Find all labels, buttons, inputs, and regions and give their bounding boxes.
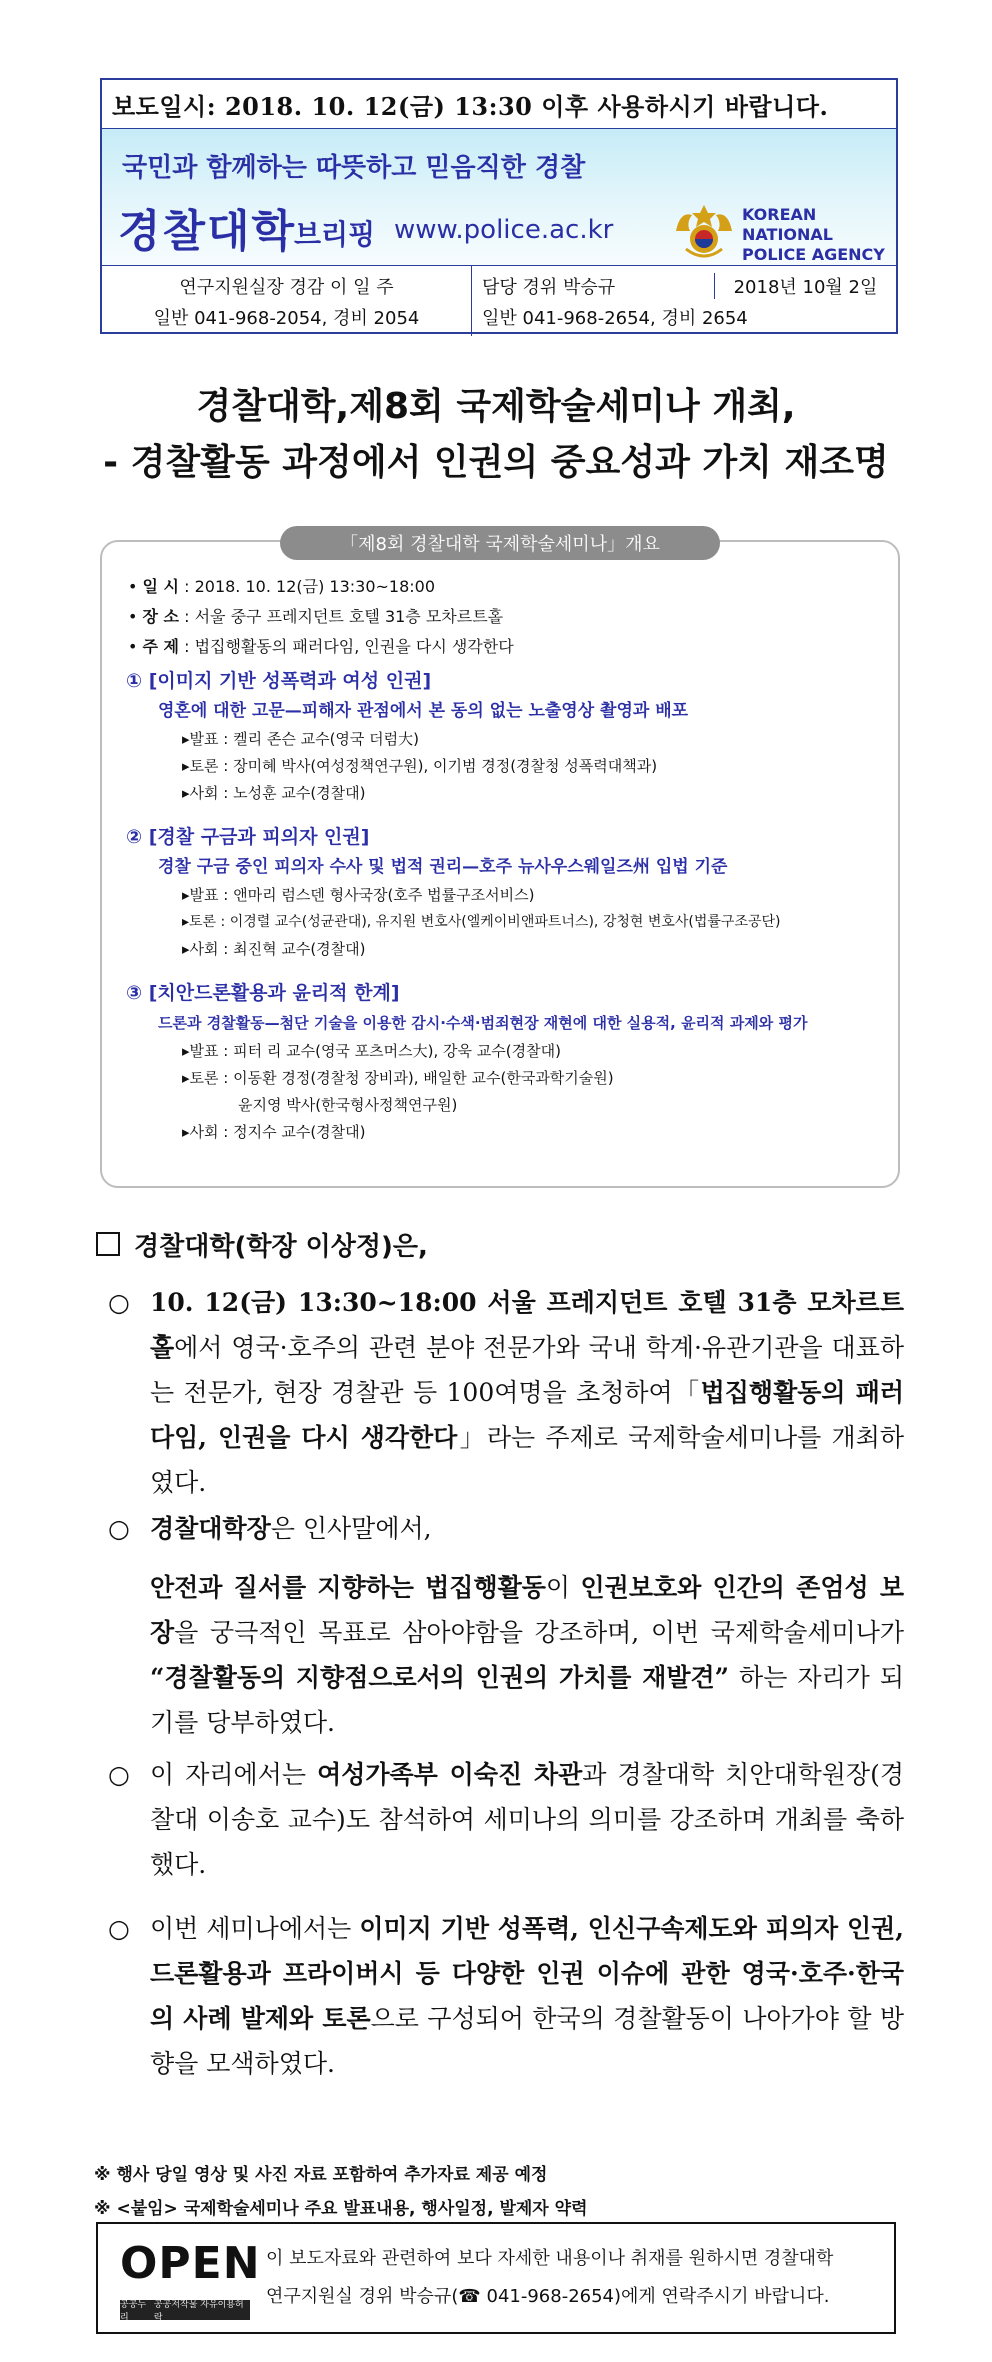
bullet-circle-icon: ○ xyxy=(108,1914,130,1943)
overview-basic-info: • 일 시 : 2018. 10. 12(금) 13:30~18:00 • 장 소 : 서울 중구 프레지던트 호텔 31층 모차르트홀 • 주 제 : 법집행활동의 패러다임, 인권을 다시 생각한다 xyxy=(128,577,514,656)
session-2: ② [경찰 구금과 피의자 인권] 경찰 구금 중인 피의자 수사 및 법적 권리—호주 뉴사우스웨일즈州 입법 기준 ▸발표 : 앤마리 럼스덴 형사국장(호주 법률구조서비스) ▸토론 : 이경렬 교수(성균관대), 유지원 변호사(엘케이비앤파트너스), 강청현 변호사(법률구조공단) ▸사회 : 최진혁 교수(경찰대) xyxy=(126,826,781,958)
headline: 경찰대학,제8회 국제학술세미나 개최, xyxy=(196,386,796,427)
note-1: ※ 행사 당일 영상 및 사진 자료 포함하여 추가자료 제공 예정 xyxy=(94,2165,548,2185)
subheadline: - 경찰활동 과정에서 인권의 중요성과 가치 재조명 xyxy=(103,442,889,483)
release-time: 보도일시: 2018. 10. 12(금) 13:30 이후 사용하시기 바랍니다. xyxy=(102,80,896,129)
bullet-circle-icon: ○ xyxy=(108,1760,130,1789)
brand-band xyxy=(102,129,896,266)
release-date: 2018년 10월 2일 xyxy=(714,273,896,299)
open-license-logo: OPEN 공공누리 공공저작물 자유이용허락 xyxy=(106,2232,254,2324)
overview-tab: 「제8회 경찰대학 국제학술세미나」개요 xyxy=(280,526,720,560)
paragraph-4: ○ 이번 세미나에서는 이미지 기반 성폭력, 인신구속제도와 피의자 인권, 드론활용과 프라이버시 등 다양한 인권 이슈에 관한 영국·호주·한국의 사례 발제와 토론으로 구성되어 한국의 경찰활동이 나아가야 할 방향을 모색하였다. xyxy=(108,1906,904,2086)
paragraph-2: ○ 경찰대학장은 인사말에서, 안전과 질서를 지향하는 법집행활동이 인권보호와 인간의 존엄성 보장을 궁극적인 목표로 삼아야함을 강조하며, 이번 국제학술세미나가 “경찰활동의 지향점으로서의 인권의 가치를 재발견” 하는 자리가 되기를 당부하였다. xyxy=(108,1506,904,1745)
notes xyxy=(94,2158,588,2226)
checkbox-square-icon xyxy=(96,1232,120,1256)
website-url: www.police.ac.kr xyxy=(394,215,614,245)
briefing-label: 브리핑 xyxy=(294,218,376,251)
contact-message: 이 보도자료와 관련하여 보다 자세한 내용이나 취재를 원하시면 경찰대학 연구지원실 경위 박승규(☎ 041-968-2654)에게 연락주시기 바랍니다. xyxy=(266,2248,834,2307)
section-heading: 경찰대학(학장 이상정)은, xyxy=(96,1226,428,1263)
seminar-overview-box xyxy=(100,534,900,1188)
slogan: 국민과 함께하는 따뜻하고 믿음직한 경찰 xyxy=(122,153,586,183)
brand-name: 경찰대학 xyxy=(118,206,297,257)
paragraph-3: ○ 이 자리에서는 여성가족부 이숙진 차관과 경찰대학 치안대학원장(경찰대 이송호 교수)도 참석하여 세미나의 의미를 강조하며 개최를 축하했다. xyxy=(108,1752,904,1887)
police-emblem-icon xyxy=(672,201,736,261)
contact-footer xyxy=(96,2222,896,2334)
agency-name: KOREAN NATIONAL POLICE AGENCY xyxy=(742,205,885,264)
contact-table xyxy=(102,266,896,336)
note-2: ※ <붙임> 국제학술세미나 주요 발표내용, 행사일정, 발제자 약력 xyxy=(94,2199,588,2219)
bullet-circle-icon: ○ xyxy=(108,1288,130,1317)
bullet-circle-icon: ○ xyxy=(108,1514,130,1543)
contact-director: 연구지원실장 경감 이 일 주 일반 041-968-2054, 경비 2054 xyxy=(102,266,472,336)
paragraph-1: ○ 10. 12(금) 13:30~18:00 서울 프레지던트 호텔 31층 모차르트홀에서 영국·호주의 관련 분야 전문가와 국내 학계·유관기관을 대표하는 전문가, 현장 경찰관 등 100여명을 초청하여「법집행활동의 패러다임, 인권을 다시 생각한다」라는 주제로 국제학술세미나를 개최하였다. xyxy=(108,1280,904,1505)
session-1: ① [이미지 기반 성폭력과 여성 인권] 영혼에 대한 고문—피해자 관점에서 본 동의 없는 노출영상 촬영과 배포 ▸발표 : 켈리 존슨 교수(영국 더럼大) ▸토론 : 장미혜 박사(여성정책연구원), 이기범 경정(경찰청 성폭력대책과) ▸사회 : 노성훈 교수(경찰대) xyxy=(126,670,689,802)
contact-officer: 담당 경위 박승규 2018년 10월 2일 일반 041-968-2654, 경비 2654 xyxy=(472,266,896,336)
press-header xyxy=(100,78,898,334)
license-tag: 공공누리 공공저작물 자유이용허락 xyxy=(120,2300,250,2320)
session-3: ③ [치안드론활용과 윤리적 한계] 드론과 경찰활동—첨단 기술을 이용한 감시·수색·범죄현장 재현에 대한 실용적, 윤리적 과제와 평가 ▸발표 : 피터 리 교수(영국 포츠머스大), 강욱 교수(경찰대) ▸토론 : 이동환 경정(경찰청 장비과), 배일한 교수(한국과학기술원) 윤지영 박사(한국형사정책연구원) ▸사회 : 정지수 교수(경찰대) xyxy=(126,982,808,1141)
